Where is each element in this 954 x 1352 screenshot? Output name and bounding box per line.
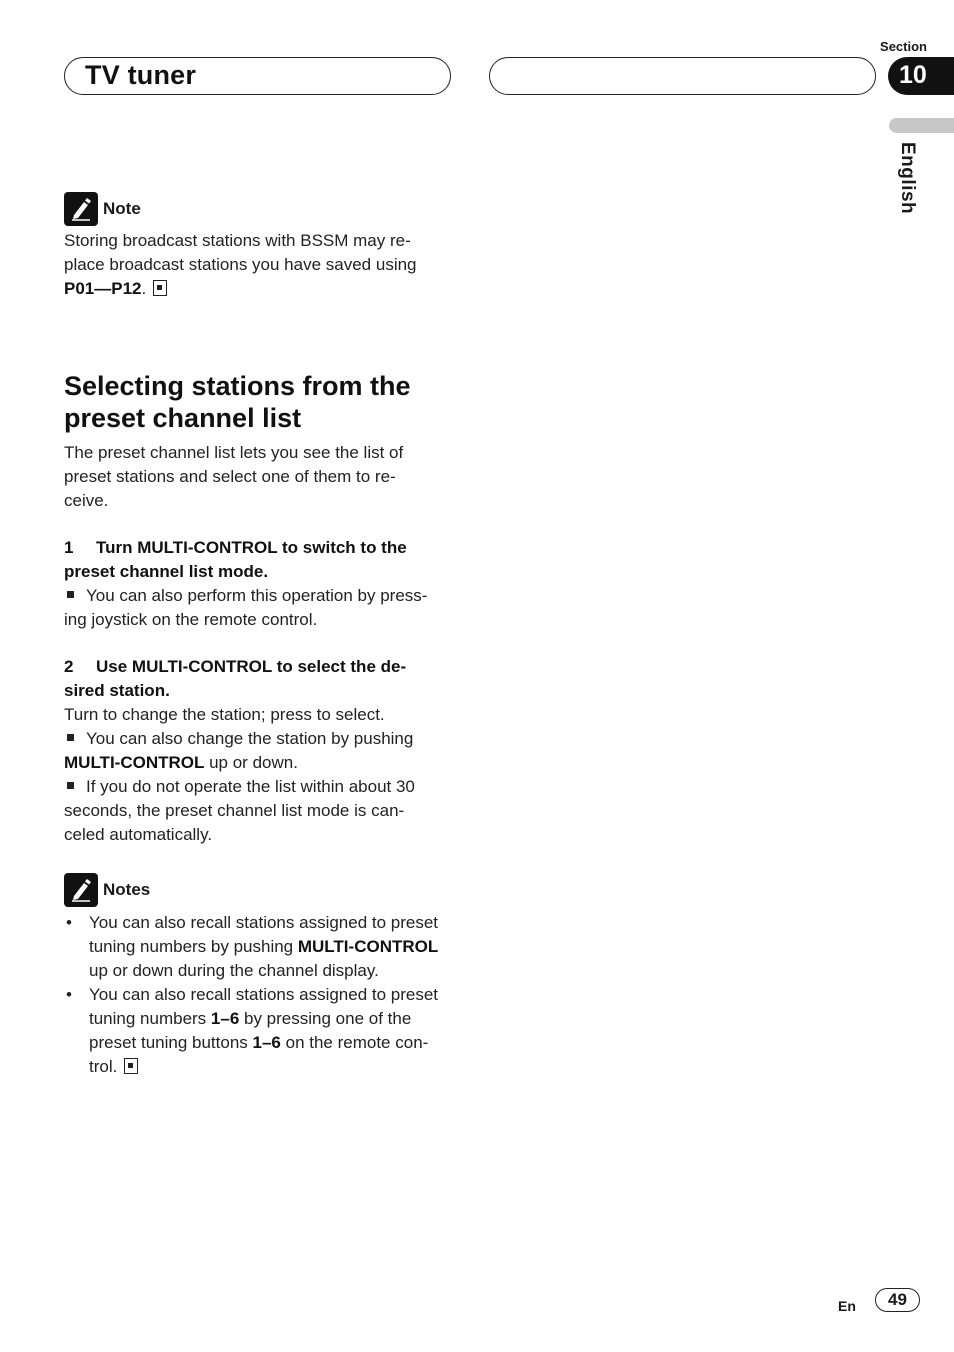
step-1-bullet (64, 584, 459, 632)
bullet-line: seconds, the preset channel list mode is can- (64, 801, 405, 820)
item-line: You can also recall stations assigned to preset (89, 913, 439, 932)
step-1-line: preset channel list mode. (64, 562, 269, 581)
list-item (64, 911, 464, 983)
note-title: Note (103, 199, 141, 218)
blank-header-pill (489, 57, 876, 95)
item-line: You can also recall stations assigned to preset (89, 985, 439, 1004)
note-line-tail: . (141, 279, 147, 298)
square-bullet-icon (67, 591, 74, 598)
step-2-text: Turn to change the station; press to select. (64, 705, 385, 724)
section-label: Section (880, 39, 927, 54)
note-line: Storing broadcast stations with BSSM may re- (64, 231, 411, 250)
note-header (64, 192, 141, 226)
item-text: tuning numbers by pushing (89, 937, 298, 956)
note-body (64, 229, 454, 301)
heading-line: Selecting stations from the (64, 371, 411, 401)
square-bullet-icon (67, 782, 74, 789)
step-text: Turn MULTI-CONTROL to switch to the (96, 538, 407, 557)
step-1-heading (64, 536, 459, 584)
item-text: on the remote con- (280, 1033, 429, 1052)
heading-line: preset channel list (64, 403, 302, 433)
section-intro (64, 441, 454, 513)
preset-range: P01—P12 (64, 279, 142, 298)
step-2-line: sired station. (64, 681, 170, 700)
language-code: En (838, 1298, 856, 1314)
language-label: English (897, 142, 918, 215)
item-line (89, 1055, 464, 1079)
control-name: MULTI-CONTROL (297, 937, 439, 956)
bullet-line (64, 775, 459, 799)
step-number: 1 (64, 538, 74, 557)
item-text: by pressing one of the (239, 1009, 412, 1028)
intro-line: ceive. (64, 491, 109, 510)
step-1-line (64, 536, 459, 560)
page-number: 49 (875, 1288, 920, 1312)
list-item (64, 983, 464, 1079)
square-bullet-icon (67, 734, 74, 741)
note-line: place broadcast stations you have saved using (64, 255, 417, 274)
section-heading (64, 370, 464, 434)
section-number: 10 (899, 61, 927, 89)
notes-list (64, 911, 464, 1079)
button-range: 1–6 (210, 1009, 240, 1028)
item-text: trol. (89, 1057, 118, 1076)
step-2-body (64, 703, 459, 847)
bullet-text: You can also perform this operation by press- (86, 586, 428, 605)
bullet-line: ing joystick on the remote control. (64, 610, 318, 629)
title-pill (64, 57, 451, 95)
notes-header (64, 873, 150, 907)
item-line: up or down during the channel display. (89, 961, 379, 980)
step-2-line (64, 655, 459, 679)
note-pencil-icon (64, 873, 98, 907)
note-line (64, 277, 454, 301)
step-text: Use MULTI-CONTROL to select the de- (96, 657, 407, 676)
intro-line: The preset channel list lets you see the list of (64, 443, 404, 462)
control-name: MULTI-CONTROL (64, 753, 205, 772)
item-line (89, 1007, 464, 1031)
notes-title: Notes (103, 880, 151, 899)
item-line (89, 935, 464, 959)
language-tab (889, 118, 954, 133)
item-line (89, 1031, 464, 1055)
section-badge (888, 57, 954, 95)
item-text: preset tuning buttons (89, 1033, 253, 1052)
bullet-line (64, 751, 459, 775)
page-title: TV tuner (85, 60, 197, 90)
bullet-dot: • (66, 985, 72, 1004)
bullet-text: You can also change the station by pushing (86, 729, 414, 748)
step-number: 2 (64, 657, 74, 676)
end-mark-icon (124, 1058, 138, 1074)
bullet-text: If you do not operate the list within about 30 (86, 777, 415, 796)
note-pencil-icon (64, 192, 98, 226)
bullet-line: celed automatically. (64, 825, 213, 844)
intro-line: preset stations and select one of them to re- (64, 467, 396, 486)
bullet-line (64, 584, 459, 608)
button-range: 1–6 (252, 1033, 281, 1052)
bullet-line (64, 727, 459, 751)
end-mark-icon (153, 280, 167, 296)
step-2-heading (64, 655, 459, 703)
item-text: tuning numbers (89, 1009, 211, 1028)
bullet-text: up or down. (204, 753, 298, 772)
bullet-dot: • (66, 913, 72, 932)
